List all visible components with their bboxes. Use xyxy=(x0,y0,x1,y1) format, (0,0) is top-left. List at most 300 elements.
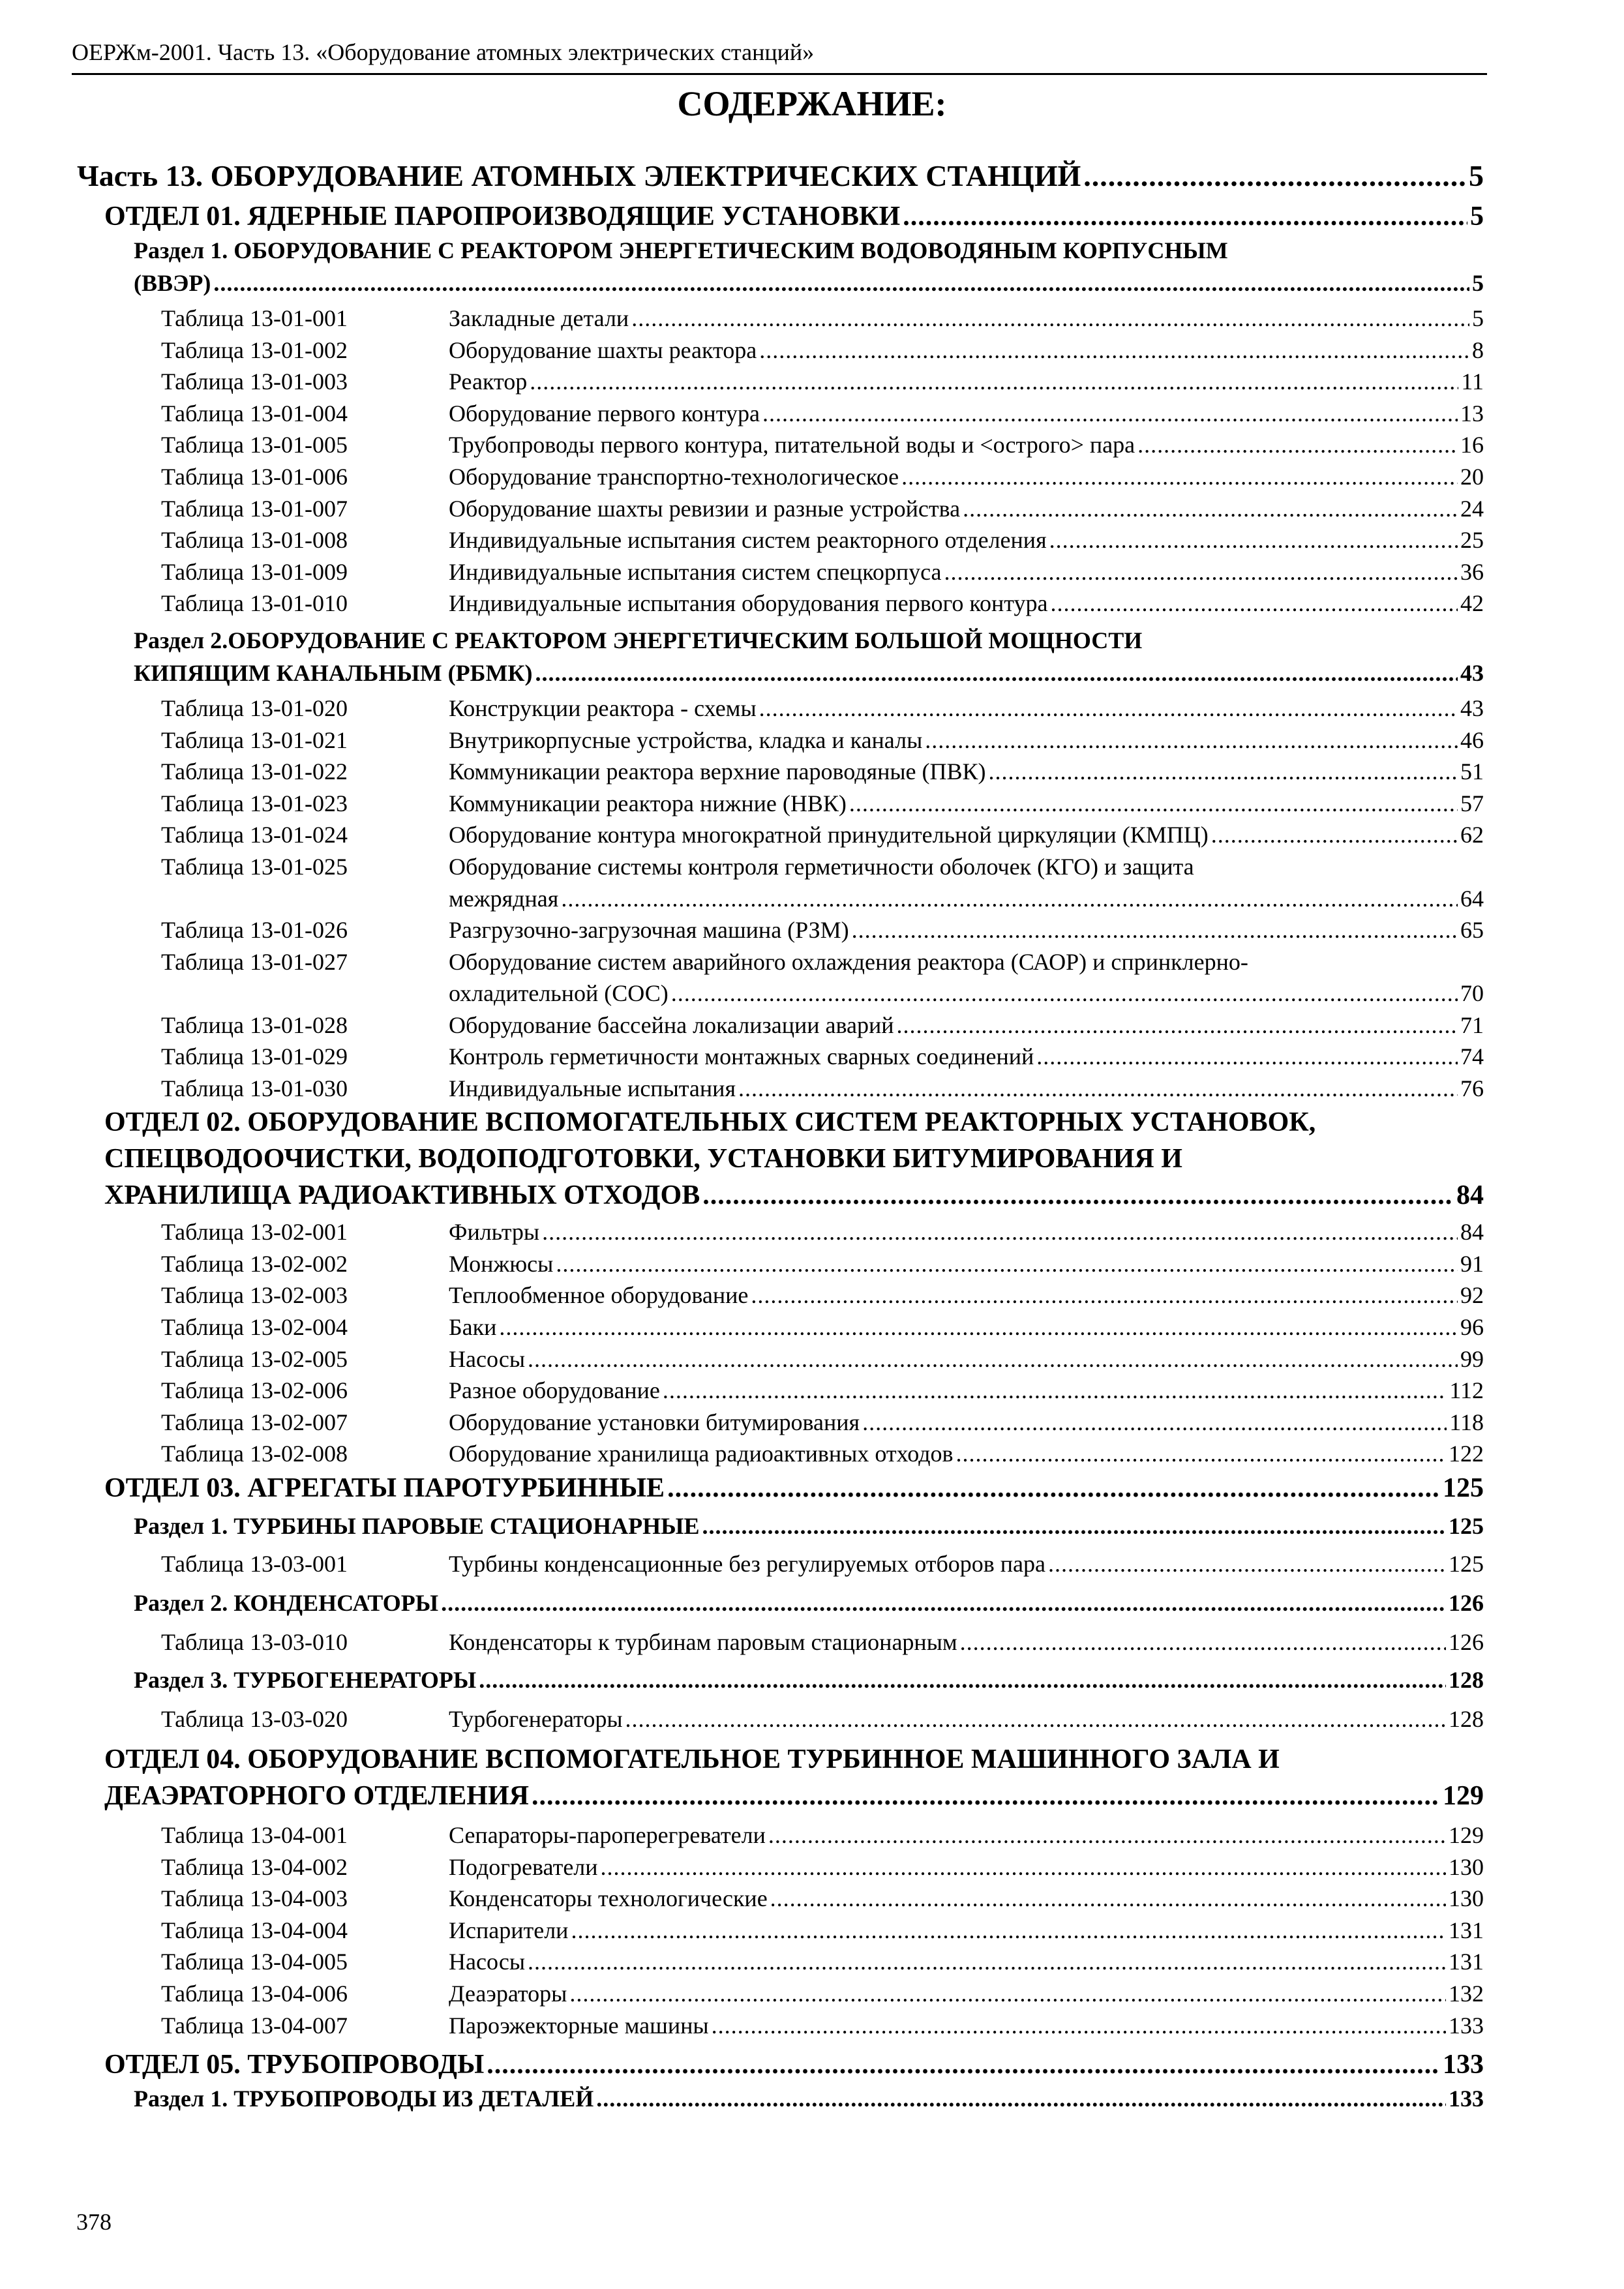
table-entry-label: Турбогенераторы xyxy=(449,1706,623,1733)
toc-otdel-label: ОТДЕЛ 01. ЯДЕРНЫЕ ПАРОПРОИЗВОДЯЩИЕ УСТАНОВКИ xyxy=(104,202,901,232)
table-entry-line xyxy=(449,303,1484,335)
table-code: Таблица 13-01-024 xyxy=(161,822,348,848)
table-entry-label: Реактор xyxy=(449,368,528,395)
toc-razdel-line-1: Раздел 2.ОБОРУДОВАНИЕ С РЕАКТОРОМ ЭНЕРГЕТИЧЕСКИМ БОЛЬШОЙ МОЩНОСТИ xyxy=(134,627,1143,653)
dot-leader xyxy=(862,1407,1447,1439)
table-entry-label: Теплообменное оборудование xyxy=(449,1282,749,1309)
table-entry-label: Закладные детали xyxy=(449,305,629,331)
dot-leader xyxy=(528,1946,1446,1978)
table-entry-page: 43 xyxy=(1460,695,1484,721)
table-entry-page: 133 xyxy=(1449,2012,1484,2039)
table-code: Таблица 13-01-023 xyxy=(161,790,348,816)
table-entry-label: Индивидуальные испытания систем спецкорпуса xyxy=(449,558,942,585)
dot-leader xyxy=(903,198,1467,235)
table-entry-label: Контроль герметичности монтажных сварных соединений xyxy=(449,1043,1034,1070)
toc-part-label: Часть 13. ОБОРУДОВАНИЕ АТОМНЫХ ЭЛЕКТРИЧЕСКИХ СТАНЦИЙ xyxy=(77,159,1081,192)
table-entry-line xyxy=(449,366,1484,398)
toc-table-row[interactable] xyxy=(0,429,1624,461)
table-code: Таблица 13-03-010 xyxy=(161,1629,348,1656)
toc-table-row[interactable] xyxy=(0,1883,1624,1915)
toc-part-page: 5 xyxy=(1469,159,1484,192)
dot-leader xyxy=(535,657,1458,689)
toc-table-row[interactable] xyxy=(0,1279,1624,1311)
table-entry-label: Испарители xyxy=(449,1917,569,1943)
toc-table-row[interactable] xyxy=(0,1978,1624,2010)
table-code: Таблица 13-01-030 xyxy=(161,1075,348,1101)
toc-otdel-page: 133 xyxy=(1443,2050,1484,2080)
toc-otdel-label: ОТДЕЛ 05. ТРУБОПРОВОДЫ xyxy=(104,2050,485,2080)
toc-otdel-label: ХРАНИЛИЩА РАДИОАКТИВНЫХ ОТХОДОВ xyxy=(104,1180,700,1211)
table-entry-page: 126 xyxy=(1449,1629,1484,1656)
table-entry-label: Разное оборудование xyxy=(449,1377,660,1404)
table-entry-label: Оборудование первого контура xyxy=(449,400,760,426)
toc-table-row[interactable] xyxy=(0,1703,1624,1741)
toc-razdel-line-1: Раздел 1. ОБОРУДОВАНИЕ С РЕАКТОРОМ ЭНЕРГЕТИЧЕСКИМ ВОДОВОДЯНЫМ КОРПУСНЫМ xyxy=(134,237,1228,263)
toc-table-row[interactable] xyxy=(0,1626,1624,1664)
toc-table-row[interactable] xyxy=(0,693,1624,725)
toc-otdel-line xyxy=(104,198,1484,235)
table-entry-line xyxy=(449,1438,1484,1470)
dot-leader xyxy=(1051,588,1458,620)
dot-leader xyxy=(487,2046,1440,2083)
dot-leader xyxy=(561,883,1458,915)
toc-table-row[interactable] xyxy=(0,1407,1624,1439)
spacer[interactable] xyxy=(0,2041,1624,2046)
toc-razdel-line xyxy=(134,1587,1484,1619)
table-entry-page: 57 xyxy=(1460,790,1484,816)
table-entry-label: Пароэжекторные машины xyxy=(449,2012,709,2039)
dot-leader xyxy=(897,1010,1458,1041)
toc-razdel-page: 43 xyxy=(1460,659,1484,686)
table-entry-line xyxy=(449,1073,1484,1105)
table-code: Таблица 13-01-005 xyxy=(161,432,348,458)
toc-razdel-label: Раздел 2. КОНДЕНСАТОРЫ xyxy=(134,1590,439,1617)
table-entry-line xyxy=(449,788,1484,820)
table-entry-line xyxy=(449,883,1484,915)
table-entry-label: Конструкции реактора - схемы xyxy=(449,695,757,721)
table-entry-page: 91 xyxy=(1460,1250,1484,1277)
dot-leader xyxy=(528,1343,1458,1375)
table-entry-label: Трубопроводы первого контура, питательной воды и <острого> пара xyxy=(449,432,1135,458)
dot-leader xyxy=(852,914,1458,946)
toc-razdel[interactable] xyxy=(0,235,1624,303)
table-entry-line xyxy=(449,725,1484,756)
table-code: Таблица 13-04-006 xyxy=(161,1981,348,2007)
toc-otdel-line-2: СПЕЦВОДООЧИСТКИ, ВОДОПОДГОТОВКИ, УСТАНОВКИ БИТУМИРОВАНИЯ И xyxy=(104,1144,1182,1174)
page-title: СОДЕРЖАНИЕ: xyxy=(677,84,947,123)
dot-leader xyxy=(1137,429,1458,461)
dot-leader xyxy=(1049,524,1458,556)
table-code: Таблица 13-04-005 xyxy=(161,1949,348,1975)
table-entry-page: 131 xyxy=(1449,1917,1484,1943)
toc-table-row[interactable] xyxy=(0,1375,1624,1407)
table-entry-page: 112 xyxy=(1449,1377,1484,1404)
table-code: Таблица 13-01-026 xyxy=(161,916,348,943)
table-code: Таблица 13-04-004 xyxy=(161,1917,348,1943)
table-entry-label: Оборудование транспортно-технологическое xyxy=(449,463,899,490)
table-entry-page: 99 xyxy=(1460,1345,1484,1372)
table-entry-page: 132 xyxy=(1449,1981,1484,2007)
toc-otdel-line-1: ОТДЕЛ 04. ОБОРУДОВАНИЕ ВСПОМОГАТЕЛЬНОЕ ТУРБИННОЕ МАШИННОГО ЗАЛА И xyxy=(104,1744,1280,1775)
table-entry-page: 130 xyxy=(1449,1885,1484,1912)
dot-leader xyxy=(663,1375,1447,1407)
table-entry-line xyxy=(449,1548,1484,1580)
table-entry-label: Конденсаторы к турбинам паровым стационарным xyxy=(449,1629,957,1656)
toc-table-row[interactable] xyxy=(0,1548,1624,1587)
table-entry-label: Фильтры xyxy=(449,1219,540,1246)
table-code: Таблица 13-01-025 xyxy=(161,853,348,880)
page-number: 378 xyxy=(76,2209,112,2235)
dot-leader xyxy=(556,1248,1458,1280)
toc-otdel[interactable] xyxy=(0,198,1624,235)
table-entry-line xyxy=(449,1375,1484,1407)
table-entry-label: Оборудование установки битумирования xyxy=(449,1409,860,1435)
table-code: Таблица 13-01-021 xyxy=(161,726,348,753)
table-entry-page: 13 xyxy=(1460,400,1484,426)
dot-leader xyxy=(532,1778,1440,1814)
table-code: Таблица 13-02-002 xyxy=(161,1250,348,1277)
toc-table-row[interactable] xyxy=(0,819,1624,851)
table-entry-page: 128 xyxy=(1449,1706,1484,1733)
toc-table-row[interactable] xyxy=(0,756,1624,788)
toc-razdel-page: 128 xyxy=(1449,1667,1484,1694)
toc-table-row[interactable] xyxy=(0,461,1624,493)
toc-table-row[interactable] xyxy=(0,366,1624,398)
table-entry-line xyxy=(449,914,1484,946)
table-entry-label: Баки xyxy=(449,1314,497,1341)
table-entry-page: 5 xyxy=(1472,305,1484,331)
running-header: ОЕРЖм-2001. Часть 13. «Оборудование атомных электрических станций» xyxy=(72,39,815,65)
toc-razdel[interactable] xyxy=(0,1510,1624,1548)
header-rule xyxy=(72,73,1487,75)
dot-leader xyxy=(631,303,1469,335)
table-code: Таблица 13-01-022 xyxy=(161,758,348,785)
table-code: Таблица 13-01-001 xyxy=(161,305,348,331)
toc-table-row[interactable] xyxy=(0,1311,1624,1343)
table-entry-line xyxy=(449,2010,1484,2042)
table-entry-line xyxy=(449,693,1484,725)
table-entry-label: Оборудование хранилища радиоактивных отходов xyxy=(449,1441,954,1467)
toc-otdel-page: 84 xyxy=(1456,1180,1484,1211)
table-entry-line xyxy=(449,398,1484,430)
table-code: Таблица 13-01-002 xyxy=(161,337,348,363)
table-entry-line xyxy=(449,1010,1484,1041)
table-entry-line xyxy=(449,1978,1484,2010)
table-entry-line xyxy=(449,335,1484,367)
toc-table-row[interactable] xyxy=(0,588,1624,620)
table-entry-line xyxy=(449,588,1484,620)
table-entry-line xyxy=(449,493,1484,525)
table-entry-page: 71 xyxy=(1460,1011,1484,1038)
table-entry-line xyxy=(449,756,1484,788)
toc-otdel-line xyxy=(104,2046,1484,2083)
toc-table-row[interactable] xyxy=(0,493,1624,525)
table-entry-page: 24 xyxy=(1460,495,1484,522)
table-entry-line xyxy=(449,819,1484,851)
dot-leader xyxy=(596,2083,1446,2114)
table-code: Таблица 13-01-009 xyxy=(161,558,348,585)
table-code: Таблица 13-01-008 xyxy=(161,527,348,554)
toc-table-row[interactable] xyxy=(0,1216,1624,1248)
toc-otdel-page: 5 xyxy=(1470,202,1484,232)
dot-leader xyxy=(759,335,1469,367)
table-code: Таблица 13-01-028 xyxy=(161,1011,348,1038)
table-code: Таблица 13-04-001 xyxy=(161,1822,348,1849)
dot-leader xyxy=(1048,1548,1446,1580)
table-code: Таблица 13-01-006 xyxy=(161,463,348,490)
dot-leader xyxy=(989,756,1458,788)
toc-table-row[interactable] xyxy=(0,303,1624,335)
table-entry-page: 11 xyxy=(1461,368,1484,395)
dot-leader xyxy=(671,978,1458,1010)
dot-leader xyxy=(963,493,1458,525)
dot-leader xyxy=(712,2010,1446,2042)
toc-table-row[interactable] xyxy=(0,1946,1624,1978)
table-entry-page: 42 xyxy=(1460,590,1484,617)
toc-table-row[interactable] xyxy=(0,1041,1624,1073)
table-entry-line xyxy=(449,461,1484,493)
table-entry-line xyxy=(449,1626,1484,1658)
toc-table-row[interactable] xyxy=(0,914,1624,946)
table-entry-line xyxy=(449,1851,1484,1883)
toc-razdel-line xyxy=(134,1664,1484,1696)
table-entry-page: 76 xyxy=(1460,1075,1484,1101)
table-entry-page: 62 xyxy=(1460,822,1484,848)
table-entry-label: межрядная xyxy=(449,885,559,912)
toc-table-row[interactable] xyxy=(0,335,1624,367)
dot-leader xyxy=(702,1510,1447,1542)
table-entry-page: 70 xyxy=(1460,980,1484,1007)
spacer[interactable] xyxy=(0,620,1624,625)
toc-table-row[interactable] xyxy=(0,1073,1624,1105)
table-code: Таблица 13-04-007 xyxy=(161,2012,348,2039)
toc-razdel[interactable] xyxy=(0,1587,1624,1626)
table-code: Таблица 13-02-008 xyxy=(161,1441,348,1467)
table-entry-label: Коммуникации реактора верхние пароводяные (ПВК) xyxy=(449,758,986,785)
table-entry-page: 125 xyxy=(1449,1551,1484,1578)
table-code: Таблица 13-02-004 xyxy=(161,1314,348,1341)
table-entry-label: Подогреватели xyxy=(449,1853,598,1880)
toc-table-row[interactable] xyxy=(0,1819,1624,1851)
toc-table-row[interactable] xyxy=(0,2010,1624,2042)
dot-leader xyxy=(960,1626,1446,1658)
dot-leader xyxy=(625,1703,1446,1735)
toc-otdel[interactable] xyxy=(0,2046,1624,2083)
toc-otdel-line xyxy=(104,1778,1484,1814)
toc-part-line xyxy=(77,157,1484,196)
table-entry-label: Монжюсы xyxy=(449,1250,554,1277)
dot-leader xyxy=(530,366,1458,398)
table-entry-page: 51 xyxy=(1460,758,1484,785)
toc-table-row[interactable] xyxy=(0,524,1624,556)
toc-table-row[interactable] xyxy=(0,1438,1624,1470)
table-entry-line xyxy=(449,1311,1484,1343)
table-code: Таблица 13-04-003 xyxy=(161,1885,348,1912)
toc-razdel-label: Раздел 1. ТРУБОПРОВОДЫ ИЗ ДЕТАЛЕЙ xyxy=(134,2086,594,2112)
toc-razdel-line xyxy=(134,267,1484,299)
table-code: Таблица 13-04-002 xyxy=(161,1853,348,1880)
table-entry-page: 84 xyxy=(1460,1219,1484,1246)
dot-leader xyxy=(441,1587,1446,1619)
toc-table-row[interactable] xyxy=(0,556,1624,588)
dot-leader xyxy=(1036,1041,1458,1073)
table-entry-line xyxy=(449,1703,1484,1735)
table-code: Таблица 13-01-007 xyxy=(161,495,348,522)
table-entry-page: 16 xyxy=(1460,432,1484,458)
table-entry-label: Индивидуальные испытания xyxy=(449,1075,736,1101)
table-entry-line xyxy=(449,556,1484,588)
toc-table-row[interactable] xyxy=(0,1851,1624,1883)
table-entry-label: Коммуникации реактора нижние (НВК) xyxy=(449,790,847,816)
table-entry-line-1: Оборудование систем аварийного охлаждения реактора (САОР) и спринклерно- xyxy=(449,948,1248,975)
dot-leader xyxy=(849,788,1458,820)
toc-otdel[interactable] xyxy=(0,1741,1624,1819)
table-code: Таблица 13-03-020 xyxy=(161,1706,348,1733)
toc-part[interactable] xyxy=(0,157,1624,198)
table-entry-label: Сепараторы-пароперегреватели xyxy=(449,1822,766,1849)
toc-razdel-page: 125 xyxy=(1449,1513,1484,1540)
toc-razdel-label: (ВВЭР) xyxy=(134,270,211,296)
toc-otdel-line-1: ОТДЕЛ 02. ОБОРУДОВАНИЕ ВСПОМОГАТЕЛЬНЫХ СИСТЕМ РЕАКТОРНЫХ УСТАНОВОК, xyxy=(104,1107,1316,1138)
table-entry-label: Разгрузочно-загрузочная машина (РЗМ) xyxy=(449,916,849,943)
toc-otdel-line xyxy=(104,1177,1484,1214)
dot-leader xyxy=(762,398,1458,430)
table-code: Таблица 13-01-010 xyxy=(161,590,348,617)
toc-table-row[interactable] xyxy=(0,946,1624,1010)
table-entry-line xyxy=(449,1915,1484,1947)
table-entry-line xyxy=(449,1946,1484,1978)
toc-razdel-page: 126 xyxy=(1449,1590,1484,1617)
table-entry-label: Индивидуальные испытания систем реакторного отделения xyxy=(449,527,1047,554)
toc-razdel[interactable] xyxy=(0,1664,1624,1703)
table-code: Таблица 13-02-006 xyxy=(161,1377,348,1404)
dot-leader xyxy=(738,1073,1458,1105)
table-entry-line xyxy=(449,429,1484,461)
table-code: Таблица 13-02-005 xyxy=(161,1345,348,1372)
table-entry-page: 74 xyxy=(1460,1043,1484,1070)
table-entry-page: 36 xyxy=(1460,558,1484,585)
table-entry-label: Насосы xyxy=(449,1345,526,1372)
toc-razdel-label: Раздел 1. ТУРБИНЫ ПАРОВЫЕ СТАЦИОНАРНЫЕ xyxy=(134,1513,700,1540)
dot-leader xyxy=(759,693,1458,725)
dot-leader xyxy=(213,267,1469,299)
table-entry-label: Конденсаторы технологические xyxy=(449,1885,768,1912)
table-code: Таблица 13-01-027 xyxy=(161,948,348,975)
toc-razdel-label: Раздел 3. ТУРБОГЕНЕРАТОРЫ xyxy=(134,1667,477,1694)
table-entry-page: 25 xyxy=(1460,527,1484,554)
toc-table-row[interactable] xyxy=(0,788,1624,820)
dot-leader xyxy=(569,1978,1446,2010)
table-entry-page: 65 xyxy=(1460,916,1484,943)
table-entry-page: 46 xyxy=(1460,726,1484,753)
table-entry-line xyxy=(449,1819,1484,1851)
toc-otdel-label: ДЕАЭРАТОРНОГО ОТДЕЛЕНИЯ xyxy=(104,1781,529,1812)
table-code: Таблица 13-02-003 xyxy=(161,1282,348,1309)
toc-otdel-page: 129 xyxy=(1443,1781,1484,1812)
dot-leader xyxy=(479,1664,1446,1696)
table-entry-line xyxy=(449,1041,1484,1073)
dot-leader xyxy=(667,1470,1440,1506)
table-entry-page: 131 xyxy=(1449,1949,1484,1975)
dot-leader xyxy=(770,1883,1446,1915)
table-code: Таблица 13-03-001 xyxy=(161,1551,348,1578)
table-entry-line xyxy=(449,1343,1484,1375)
dot-leader xyxy=(542,1216,1458,1248)
table-entry-page: 122 xyxy=(1449,1441,1484,1467)
table-entry-label: Внутрикорпусные устройства, кладка и каналы xyxy=(449,726,923,753)
table-entry-line-1: Оборудование системы контроля герметичности оболочек (КГО) и защита xyxy=(449,853,1194,880)
table-code: Таблица 13-01-029 xyxy=(161,1043,348,1070)
toc-otdel-page: 125 xyxy=(1443,1473,1484,1504)
dot-leader xyxy=(1083,157,1466,196)
table-code: Таблица 13-02-007 xyxy=(161,1409,348,1435)
table-entry-line xyxy=(449,1248,1484,1280)
toc-otdel[interactable] xyxy=(0,1104,1624,1216)
toc-razdel-line xyxy=(134,2083,1484,2114)
table-entry-label: Оборудование бассейна локализации аварий xyxy=(449,1011,894,1038)
toc-razdel[interactable] xyxy=(0,2083,1624,2116)
table-code: Таблица 13-01-004 xyxy=(161,400,348,426)
toc-otdel-line xyxy=(104,1470,1484,1506)
toc-table-row[interactable] xyxy=(0,1248,1624,1280)
toc-table-row[interactable] xyxy=(0,398,1624,430)
table-entry-line xyxy=(449,1279,1484,1311)
table-entry-page: 8 xyxy=(1472,337,1484,363)
table-entry-line xyxy=(449,524,1484,556)
table-entry-page: 129 xyxy=(1449,1822,1484,1849)
toc-otdel-label: ОТДЕЛ 03. АГРЕГАТЫ ПАРОТУРБИННЫЕ xyxy=(104,1473,665,1504)
table-entry-label: Турбины конденсационные без регулируемых отборов пара xyxy=(449,1551,1046,1578)
dot-leader xyxy=(925,725,1458,756)
dot-leader xyxy=(499,1311,1458,1343)
dot-leader xyxy=(956,1438,1446,1470)
table-entry-label: Оборудование шахты ревизии и разные устройства xyxy=(449,495,961,522)
table-code: Таблица 13-01-003 xyxy=(161,368,348,395)
table-entry-label: Деаэраторы xyxy=(449,1981,567,2007)
toc-table-row[interactable] xyxy=(0,1010,1624,1041)
table-entry-page: 118 xyxy=(1449,1409,1484,1435)
table-entry-line xyxy=(449,1883,1484,1915)
dot-leader xyxy=(571,1915,1446,1947)
table-entry-label: охладительной (СОС) xyxy=(449,980,669,1007)
table-entry-page: 130 xyxy=(1449,1853,1484,1880)
table-entry-label: Насосы xyxy=(449,1949,526,1975)
dot-leader xyxy=(702,1177,1454,1214)
toc-table-row[interactable] xyxy=(0,851,1624,914)
dot-leader xyxy=(768,1819,1446,1851)
table-entry-page: 96 xyxy=(1460,1314,1484,1341)
table-entry-line xyxy=(449,1216,1484,1248)
toc-table-row[interactable] xyxy=(0,1343,1624,1375)
dot-leader xyxy=(601,1851,1446,1883)
table-of-contents xyxy=(0,157,1624,2116)
table-entry-page: 92 xyxy=(1460,1282,1484,1309)
toc-otdel[interactable] xyxy=(0,1470,1624,1510)
toc-razdel-page: 133 xyxy=(1449,2086,1484,2112)
dot-leader xyxy=(901,461,1458,493)
table-entry-line xyxy=(449,1407,1484,1439)
toc-razdel[interactable] xyxy=(0,625,1624,693)
toc-table-row[interactable] xyxy=(0,1915,1624,1947)
table-entry-label: Оборудование контура многократной принудительной циркуляции (КМПЦ) xyxy=(449,822,1209,848)
toc-table-row[interactable] xyxy=(0,725,1624,756)
dot-leader xyxy=(1211,819,1458,851)
table-code: Таблица 13-01-020 xyxy=(161,695,348,721)
table-entry-label: Индивидуальные испытания оборудования первого контура xyxy=(449,590,1048,617)
table-entry-line xyxy=(449,978,1484,1010)
toc-razdel-page: 5 xyxy=(1472,270,1484,296)
table-entry-page: 20 xyxy=(1460,463,1484,490)
